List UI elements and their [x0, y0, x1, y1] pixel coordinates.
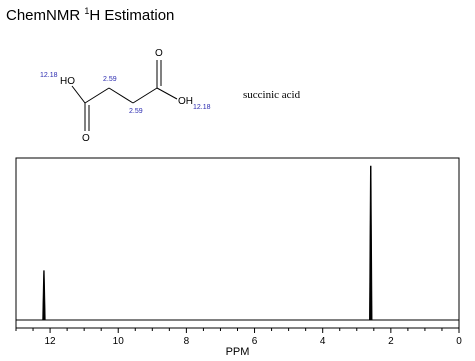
- plot-frame: [16, 158, 459, 328]
- title-suffix: H Estimation: [89, 7, 175, 24]
- x-tick-label: 12: [44, 336, 56, 347]
- shift-label-oh-right: 12.18: [193, 104, 211, 111]
- spectrum-peak-1: [369, 166, 372, 320]
- compound-name: succinic acid: [243, 89, 301, 101]
- x-tick-label: 10: [112, 336, 124, 347]
- spectrum-peak-0: [43, 271, 46, 320]
- atom-label-o-bottom: O: [82, 133, 90, 144]
- x-tick-label: 4: [319, 336, 326, 347]
- title-superscript: 1: [84, 6, 90, 16]
- x-tick-label: 8: [183, 336, 190, 347]
- x-tick-label: 2: [388, 336, 394, 347]
- peaks-group: [43, 166, 373, 320]
- x-axis-ticks: [16, 328, 462, 347]
- atom-label-o-top: O: [155, 48, 163, 59]
- shift-label-ch2-top: 2.59: [103, 76, 117, 83]
- atom-label-oh: OH: [178, 96, 193, 107]
- title-prefix: ChemNMR: [6, 7, 85, 24]
- atom-label-ho: HO: [60, 76, 75, 87]
- shift-label-oh-left: 12.18: [40, 72, 58, 79]
- x-tick-label: 0: [456, 336, 462, 347]
- x-axis-title: PPM: [225, 346, 250, 358]
- x-tick-label: 6: [251, 336, 258, 347]
- shift-label-ch2-bottom: 2.59: [129, 108, 143, 115]
